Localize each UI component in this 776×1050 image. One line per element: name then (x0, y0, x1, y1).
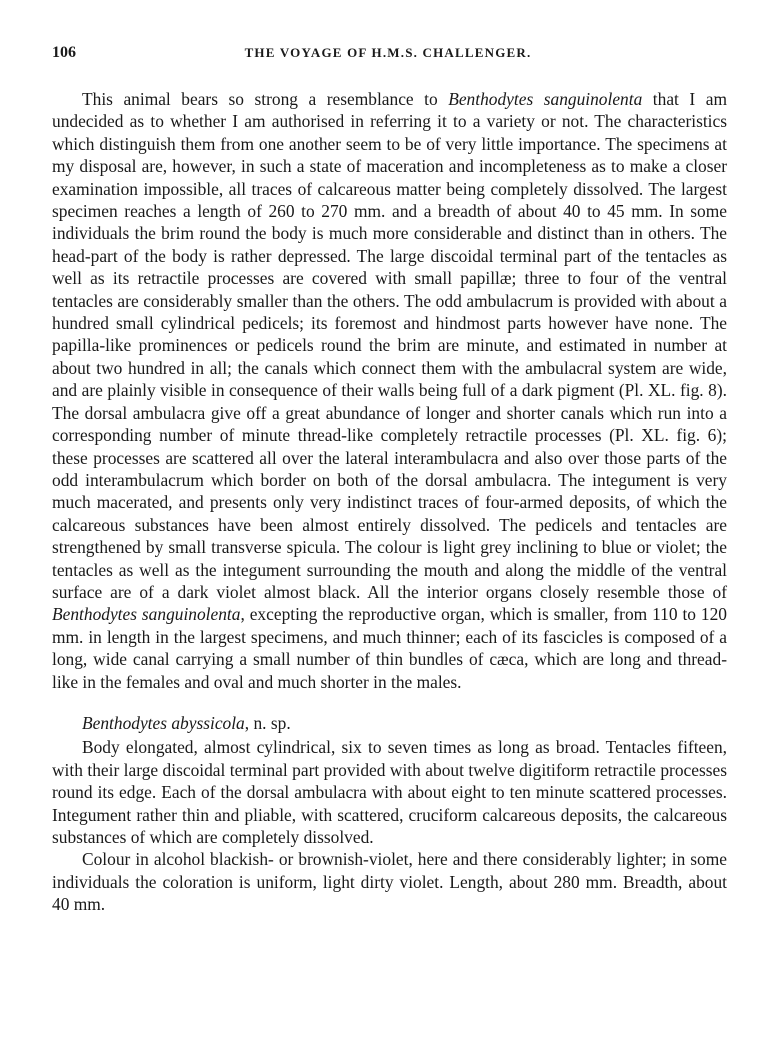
section-gap (52, 693, 727, 712)
paragraph-text: that I am undecided as to whether I am authorised in referring it to a variety or not. The characteristics which distinguish them from one another seem to be of very little importance. The specimens at my disposal are, however, in such a state of maceration and incompleteness as to make a closer examination impossible, all traces of calcareous matter being completely dissolved. The largest specimen reaches a length of 260 to 270 mm. and a breadth of about 40 to 45 mm. In some individuals the brim round the body is much more considerable and distinct than in others. The head-part of the body is rather depressed. The large discoidal terminal part of the tentacles as well as its retractile processes are covered with small papillæ; three to four of the ventral tentacles are considerably smaller than the others. The odd ambulacrum is provided with about a hundred small cylindrical pedicels; its foremost and hindmost parts however have none. The papilla-like prominences or pedicels round the brim are minute, and estimated in number at about two hundred in all; the canals which connect them with the ambulacral system are wide, and are plainly visible in consequence of their walls being full of a dark pigment (Pl. XL. fig. 8). The dorsal ambulacra give off a great abundance of longer and shorter canals which run into a corresponding number of minute thread-like completely retractile processes (Pl. XL. fig. 6); these processes are scattered all over the lateral interambulacra and also over those parts of the odd interambulacrum which border on both of the dorsal ambulacra. The integument is very much macerated, and presents only very indistinct traces of four-armed deposits, of which the calcareous substances have been almost entirely dissolved. The pedicels and tentacles are strengthened by small transverse spicula. The colour is light grey inclining to blue or violet; the tentacles as well as the integument surrounding the mouth and along the middle of the ventral surface are of a dark violet almost black. All the interior organs closely resemble those of (52, 89, 727, 602)
paragraph-colour: Colour in alcohol blackish- or brownish-violet, here and there considerably lighter; in some individuals the coloration is uniform, light dirty violet. Length, about 280 mm. Breadth, about 40 mm. (52, 849, 727, 915)
species-heading-name: Benthodytes abyssicola (82, 712, 245, 733)
paragraph-diagnosis: Body elongated, almost cylindrical, six to seven times as long as broad. Tentacles fifteen, with their large discoidal terminal part provided with about twelve digitiform retractile processes round its edge. Each of the dorsal ambulacra with about eight to ten minute scattered processes. Integument rather thin and pliable, with scattered, cruciform calcareous deposits, the calcareous substances of which are completely dissolved. (52, 737, 727, 847)
species-heading-suffix: , n. sp. (244, 712, 291, 733)
running-title: THE VOYAGE OF H.M.S. CHALLENGER. (244, 45, 532, 60)
paragraph-description (52, 88, 727, 693)
paragraph-text: This animal bears so strong a resemblance to (82, 89, 449, 109)
body-text (52, 88, 727, 916)
species-name-italic: Benthodytes sanguinolenta (52, 604, 241, 625)
species-heading (52, 712, 727, 734)
page-number: 106 (52, 44, 76, 61)
paragraph-text: , excepting the reproductive organ, which is smaller, from 110 to 120 mm. in length in the largest specimens, and much thinner; each of its fascicles is composed of a long, wide canal carrying a small number of thin bundles of cæca, which are long and thread-like in the females and oval and much shorter in the males. (52, 604, 727, 692)
page-header (52, 44, 724, 68)
species-name-italic: Benthodytes sanguinolenta (448, 89, 643, 109)
